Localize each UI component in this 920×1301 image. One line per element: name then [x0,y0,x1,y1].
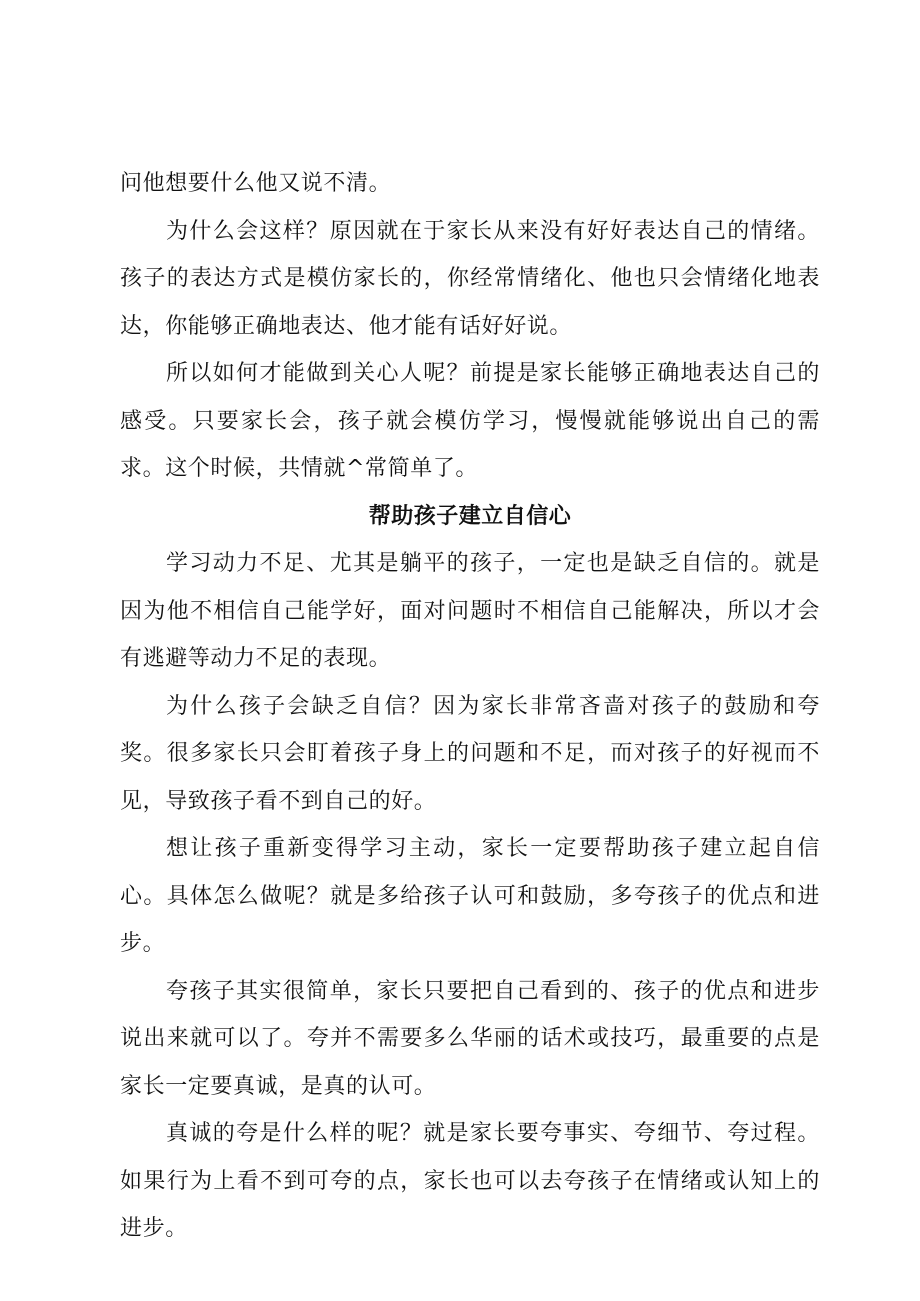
paragraph: 所以如何才能做到关心人呢？前提是家长能够正确地表达自己的感受。只要家长会，孩子就会模仿学习，慢慢就能够说出自己的需求。这个时候，共情就^常简单了。 [120,361,820,481]
paragraph: 想让孩子重新变得学习主动，家长一定要帮助孩子建立起自信心。具体怎么做呢？就是多给孩子认可和鼓励，多夸孩子的优点和进步。 [120,836,820,956]
paragraph: 夸孩子其实很简单，家长只要把自己看到的、孩子的优点和进步说出来就可以了。夸并不需要多么华丽的话术或技巧，最重要的点是家长一定要真诚，是真的认可。 [120,978,820,1099]
paragraph: 为什么孩子会缺乏自信？因为家长非常吝啬对孩子的鼓励和夸奖。很多家长只会盯着孩子身上的问题和不足，而对孩子的好视而不见，导致孩子看不到自己的好。 [120,693,820,814]
paragraph: 真诚的夸是什么样的呢？就是家长要夸事实、夸细节、夸过程。如果行为上看不到可夸的点，家长也可以去夸孩子在情绪或认知上的进步。 [120,1121,820,1241]
paragraph-continued: 问他想要什么他又说不清。 [120,171,392,196]
paragraph: 为什么会这样？原因就在于家长从来没有好好表达自己的情绪。孩子的表达方式是模仿家长的，你经常情绪化、他也只会情绪化地表达，你能够正确地表达、他才能有话好好说。 [120,218,820,339]
section-heading: 帮助孩子建立自信心 [368,503,572,529]
document-page [120,160,820,1253]
paragraph: 学习动力不足、尤其是躺平的孩子，一定也是缺乏自信的。就是因为他不相信自己能学好，面对问题时不相信自己能解决，所以才会有逃避等动力不足的表现。 [120,551,820,671]
